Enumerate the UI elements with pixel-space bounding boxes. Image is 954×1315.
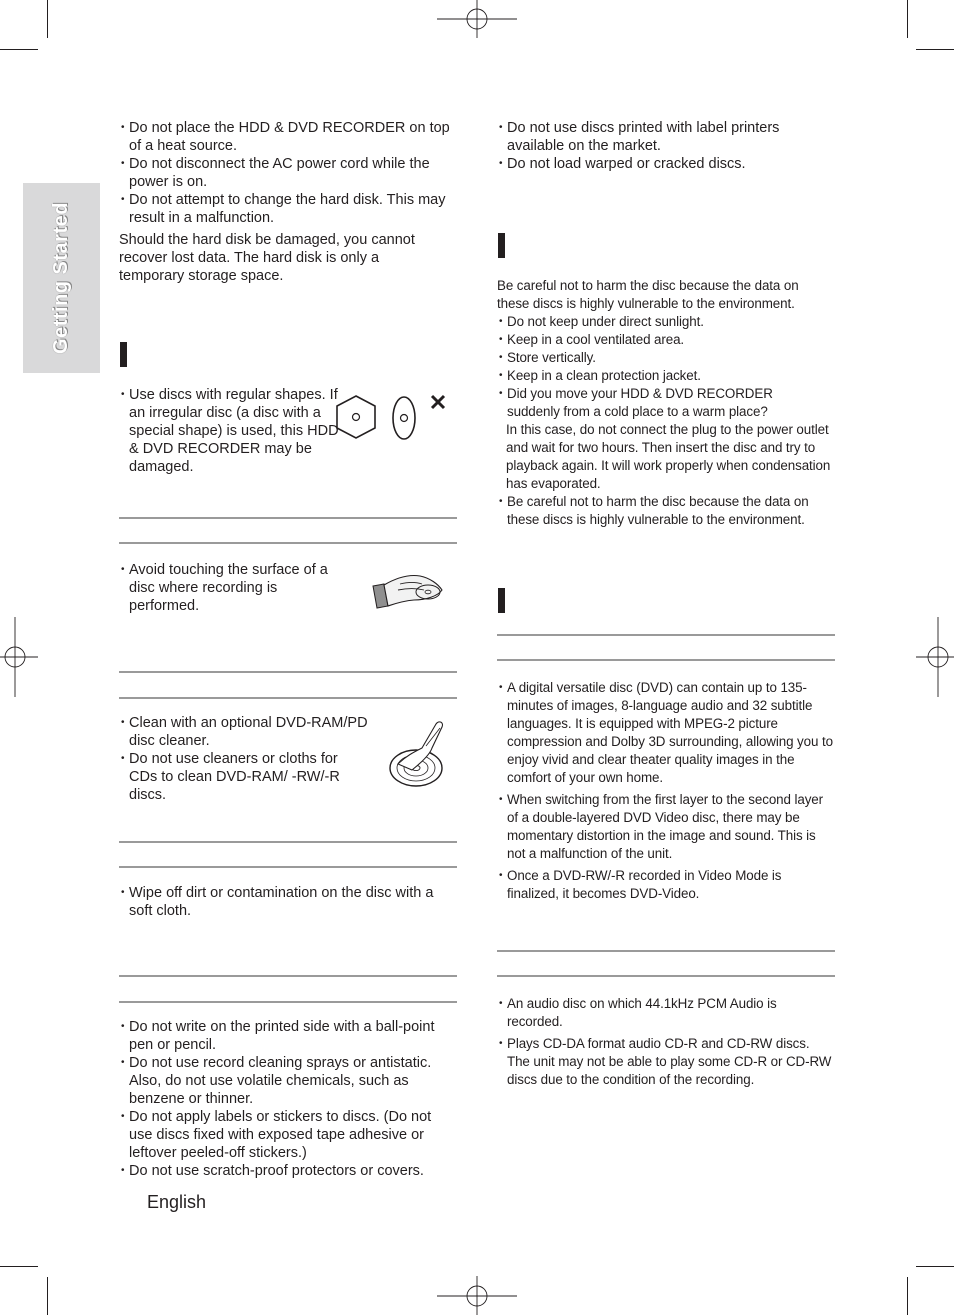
divider (119, 866, 457, 868)
disc-label-list (497, 119, 835, 173)
list-item: • Do not place the HDD & DVD RECORDER on top of a heat source. (119, 119, 457, 155)
dvd-video-section (497, 679, 837, 903)
disc-caution-list (119, 1018, 457, 1180)
irregular-disc-shape-icon (334, 392, 449, 444)
hand-holding-disc-icon (370, 570, 448, 610)
disc-shape-text (119, 386, 347, 476)
registration-mark-icon (437, 0, 517, 40)
section-heading-bar (120, 342, 127, 367)
hard-disk-note: Should the hard disk be damaged, you cannot recover lost data. The hard disk is only a temporary storage space. (119, 232, 415, 284)
list-item: • Plays CD-DA format audio CD-R and CD-RW discs. The unit may not be able to play some CD-R or CD-RW discs due to the condition of the recording. (497, 1035, 835, 1089)
storage-intro: Be careful not to harm the disc because the data on these discs is highly vulnerable to the environment. (497, 278, 799, 311)
crop-mark (907, 0, 908, 38)
list-item: • Wipe off dirt or contamination on the disc with a soft cloth. (119, 884, 457, 920)
crop-mark (916, 49, 954, 50)
list-item: • Keep in a clean protection jacket. (497, 367, 837, 385)
divider (119, 697, 457, 699)
registration-mark-icon (437, 1276, 517, 1315)
list-item: • Do not use cleaners or cloths for CDs to clean DVD-RAM/ -RW/-R discs. (119, 750, 364, 804)
crop-mark (907, 1277, 908, 1315)
list-item: • Do not use record cleaning sprays or antistatic. Also, do not use volatile chemicals, such as benzene or thinner. (119, 1054, 457, 1108)
crop-mark (47, 1277, 48, 1315)
divider (119, 1001, 457, 1003)
divider (497, 950, 835, 952)
disc-storage-section (497, 277, 837, 529)
list-item: • Do not write on the printed side with a ball-point pen or pencil. (119, 1018, 457, 1054)
disc-cleaner-icon (386, 718, 448, 790)
list-item: • Did you move your HDD & DVD RECORDER suddenly from a cold place to a warm place? (497, 385, 807, 421)
list-item: • Store vertically. (497, 349, 837, 367)
divider (497, 659, 835, 661)
disc-touch-text (119, 561, 349, 615)
divider (119, 542, 457, 544)
list-item: • A digital versatile disc (DVD) can contain up to 135-minutes of images, 8-language audio and 32 subtitle languages. It is equipped with MPEG-2 picture compression and Dolby 3D surrounding, allowing you to enjoy vivid and clear theater quality images in the comfort of your own home. (497, 679, 837, 787)
divider (119, 975, 457, 977)
disc-wipe-text (119, 884, 457, 920)
crop-mark (916, 1266, 954, 1267)
crop-mark (0, 1266, 38, 1267)
list-item: • Do not load warped or cracked discs. (497, 155, 835, 173)
list-item: • Clean with an optional DVD-RAM/PD disc cleaner. (119, 714, 381, 750)
divider (497, 975, 835, 977)
divider (119, 517, 457, 519)
intro-bullet-list (119, 119, 457, 285)
list-item: • Be careful not to harm the disc because the data on these discs is highly vulnerable to the environment. (497, 493, 832, 529)
section-side-tab (23, 183, 100, 373)
list-item: • Keep in a cool ventilated area. (497, 331, 837, 349)
list-item: • An audio disc on which 44.1kHz PCM Audio is recorded. (497, 995, 807, 1031)
list-item: • When switching from the first layer to the second layer of a double-layered DVD Video disc, there may be momentary distortion in the image and sound. This is not a malfunction of the unit. (497, 791, 837, 863)
list-item: • Once a DVD-RW/-R recorded in Video Mode is finalized, it becomes DVD-Video. (497, 867, 807, 903)
section-heading-bar (498, 233, 505, 258)
page-language-label: English (147, 1192, 207, 1212)
registration-mark-icon (916, 617, 954, 697)
list-item: • Do not disconnect the AC power cord while the power is on. (119, 155, 457, 191)
disc-cleaning-text (119, 714, 381, 804)
section-heading-bar (498, 588, 505, 613)
condensation-note: In this case, do not connect the plug to the power outlet and wait for two hours. Then insert the disc and try to playback again. It will work properly when condensation has evaporated. (506, 422, 831, 491)
list-item: • Do not apply labels or stickers to discs. (Do not use discs fixed with exposed tape adhesive or leftover peeled-off stickers.) (119, 1108, 457, 1162)
divider (497, 634, 835, 636)
list-item: • Do not use discs printed with label printers available on the market. (497, 119, 807, 155)
section-tab-label: Getting Started (50, 202, 72, 354)
divider (119, 841, 457, 843)
list-item: • Do not keep under direct sunlight. (497, 313, 837, 331)
divider (119, 671, 457, 673)
audio-cd-section (497, 995, 835, 1089)
registration-mark-icon (0, 617, 38, 697)
crop-mark (47, 0, 48, 38)
list-item: • Use discs with regular shapes. If an irregular disc (a disc with a special shape) is used, this HDD & DVD RECORDER may be damaged. (119, 386, 347, 476)
list-item: • Do not use scratch-proof protectors or covers. (119, 1162, 457, 1180)
crop-mark (0, 49, 38, 50)
list-item: • Avoid touching the surface of a disc where recording is performed. (119, 561, 349, 615)
list-item: • Do not attempt to change the hard disk. This may result in a malfunction. (119, 191, 457, 227)
